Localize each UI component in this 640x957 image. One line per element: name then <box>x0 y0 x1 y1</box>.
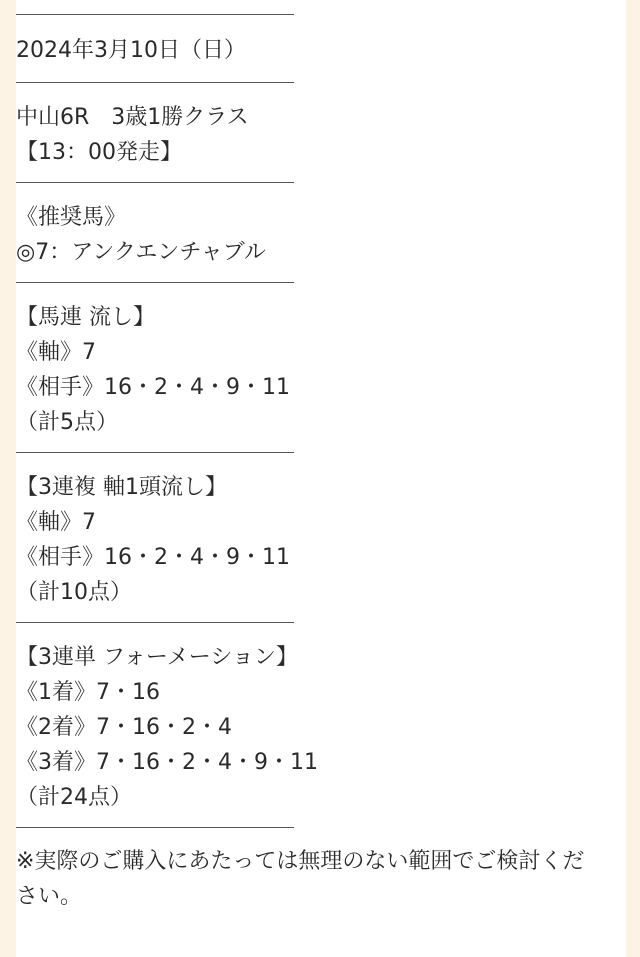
race-block <box>16 83 596 182</box>
race-prediction-text <box>16 0 596 926</box>
sanrentan-second: 《2着》7・16・2・4 <box>16 715 232 740</box>
recommend-label: 《推奨馬》 <box>16 205 127 230</box>
sanrentan-total: （計24点） <box>16 785 132 810</box>
umaren-block <box>16 283 596 452</box>
recommend-block <box>16 183 596 282</box>
sanrenpuku-axis: 《軸》7 <box>16 510 96 535</box>
race-name: 中山6R 3歳1勝クラス <box>16 105 249 130</box>
note-block <box>16 828 596 926</box>
sanrentan-third: 《3着》7・16・2・4・9・11 <box>16 750 318 775</box>
sanrentan-first: 《1着》7・16 <box>16 680 160 705</box>
umaren-partners: 《相手》16・2・4・9・11 <box>16 375 290 400</box>
sanrentan-title: 【3連単 フォーメーション】 <box>16 645 298 670</box>
date-block <box>16 15 596 82</box>
sanrenpuku-block <box>16 453 596 622</box>
sanrentan-block <box>16 623 596 827</box>
umaren-axis: 《軸》7 <box>16 340 96 365</box>
umaren-title: 【馬連 流し】 <box>16 305 155 330</box>
recommend-horse: ◎7：アンクエンチャブル <box>16 240 266 265</box>
umaren-total: （計5点） <box>16 410 118 435</box>
sanrenpuku-title: 【3連複 軸1頭流し】 <box>16 475 227 500</box>
race-date: 2024年3月10日（日） <box>16 38 246 63</box>
sanrenpuku-partners: 《相手》16・2・4・9・11 <box>16 545 290 570</box>
disclaimer-note: ※実際のご購入にあたっては無理のない範囲でご検討ください。 <box>16 849 585 909</box>
sanrenpuku-total: （計10点） <box>16 580 132 605</box>
race-start-time: 【13：00発走】 <box>16 140 182 165</box>
